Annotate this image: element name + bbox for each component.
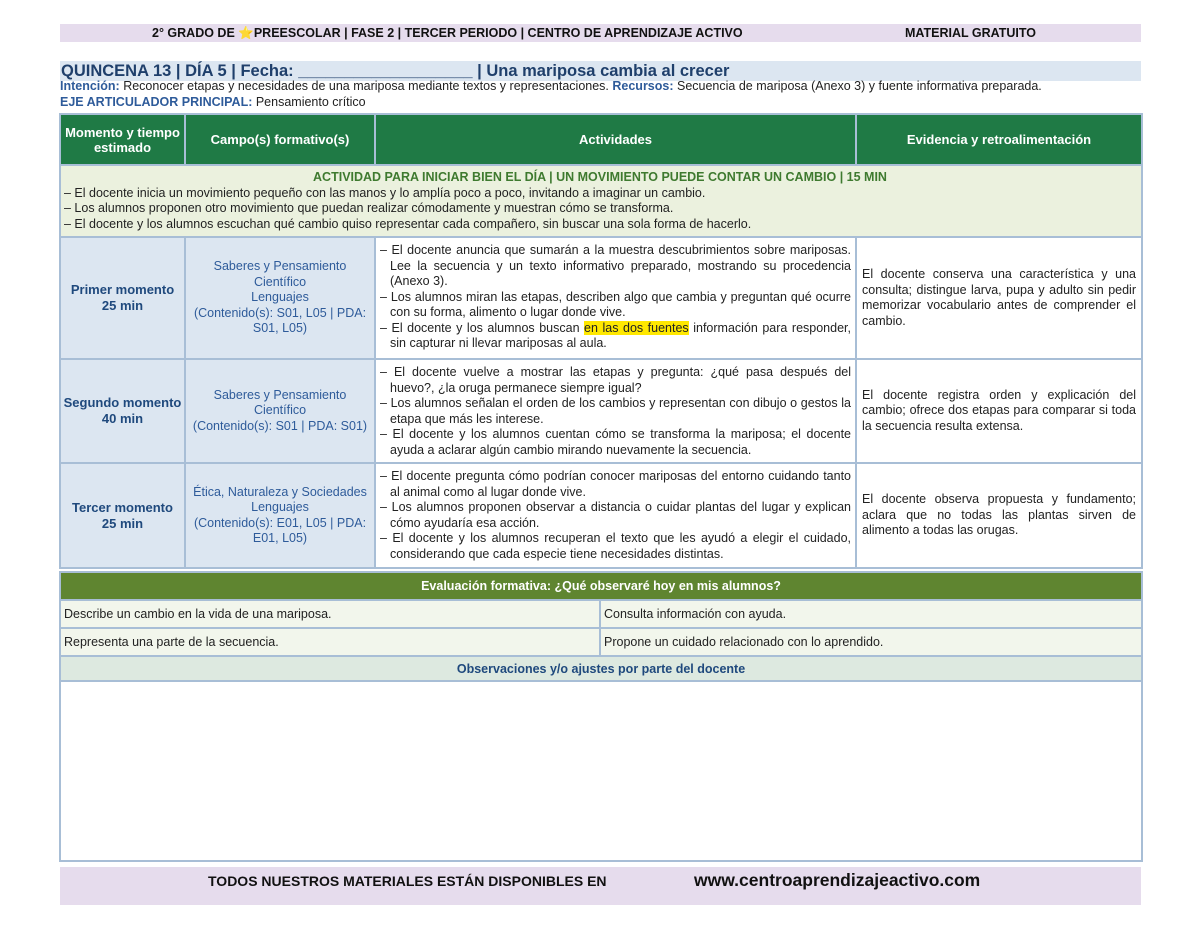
activities-cell [375,359,856,463]
intention-text: Reconocer etapas y necesidades de una mariposa mediante textos y representaciones. [119,79,613,93]
footer-banner [60,867,1141,905]
table-row-third [60,463,1142,568]
activity-item: – El docente vuelve a mostrar las etapas y pregunta: ¿qué pasa después del huevo?, ¿la oruga permanece siempre igual? [380,365,851,395]
activity-item: – Los alumnos miran las etapas, describen algo que cambia y preguntan qué ocurre con su forma, alimento o lugar donde vive. [380,289,851,319]
evaluation-title: Evaluación formativa: ¿Qué observaré hoy en mis alumnos? [60,572,1142,600]
observations-title: Observaciones y/o ajustes por parte del docente [60,656,1142,681]
start-day-item: – Los alumnos proponen otro movimiento que puedan realizar cómodamente y muestran cómo se transforma. [64,201,674,215]
campo-line: Ética, Naturaleza y Sociedades [193,484,367,499]
campo-cell [185,463,375,568]
intention-line [60,79,1141,94]
moment-time: 40 min [101,411,144,426]
evaluation-table [59,571,1143,862]
resources-label: Recursos: [612,79,674,93]
activity-item: – El docente y los alumnos recuperan el texto que les ayudó a elegir el cuidado, considerando que cada especie tiene necesidades distintas. [380,531,851,561]
observations-area[interactable] [60,681,1142,861]
moment-name: Segundo momento [63,395,182,410]
moment-name: Tercer momento [72,499,173,515]
banner-grade-info: 2° GRADO DE ⭐PREESCOLAR | FASE 2 | TERCER PERIODO | CENTRO DE APRENDIZAJE ACTIVO [152,25,743,40]
axis-label: EJE ARTICULADOR PRINCIPAL: [60,95,253,109]
table-header-row [60,114,1142,165]
activity-item [380,321,851,352]
intention-label: Intención: [60,79,120,93]
header-moment: Momento y tiempo estimado [60,114,185,165]
table-row-first [60,237,1142,359]
table-row-second [60,359,1142,463]
start-day-activity [60,165,1142,237]
activity-text: – El docente y los alumnos buscan [380,320,585,335]
evaluation-cell: Propone un cuidado relacionado con lo aprendido. [600,628,1142,656]
campo-line: Lenguajes [251,290,309,305]
start-day-title: ACTIVIDAD PARA INICIAR BIEN EL DÍA | UN MOVIMIENTO PUEDE CONTAR UN CAMBIO | 15 MIN [313,170,887,184]
campo-line: Lenguajes [251,500,309,514]
moment-cell [60,463,185,568]
campo-line: (Contenido(s): S01, L05 | PDA: S01, L05) [193,305,367,336]
campo-line: Saberes y Pensamiento Científico [213,387,347,418]
moment-cell [60,237,185,359]
campo-line: (Contenido(s): E01, L05 | PDA: E01, L05) [193,515,367,545]
page-title: QUINCENA 13 | DÍA 5 | Fecha: ___________________ | Una mariposa cambia al crecer [60,61,1141,81]
evaluation-cell: Consulta información con ayuda. [600,600,1142,628]
moment-cell [60,359,185,463]
header-activities: Actividades [375,114,856,165]
moment-time: 25 min [101,298,144,313]
activity-item: – Los alumnos señalan el orden de los cambios y representan con dibujo o gestos la etapa que más les interese. [380,396,851,426]
activity-item: – El docente y los alumnos cuentan cómo se transforma la mariposa; el docente ayuda a aclarar algún cambio mirando nuevamente la secuencia. [380,427,851,457]
axis-line [60,95,366,110]
start-day-item: – El docente inicia un movimiento pequeño con las manos y lo amplía poco a poco, invitando a imaginar un cambio. [64,185,706,200]
highlighted-text: en las dos fuentes [584,320,689,335]
campo-cell [185,359,375,463]
resources-text: Secuencia de mariposa (Anexo 3) y fuente informativa preparada. [673,79,1042,93]
activities-cell [375,463,856,568]
evaluation-cell: Representa una parte de la secuencia. [60,628,600,656]
campo-line: Saberes y Pensamiento Científico [213,259,347,289]
activity-item: – Los alumnos proponen observar a distancia o cuidar plantas del lugar y explican cómo ayudaría esa acción. [380,500,851,530]
evidence-cell: El docente observa propuesta y fundamento; aclara que no todas las plantas sirven de alimento a todas las orugas. [856,463,1142,568]
top-banner [60,24,1141,42]
evidence-cell: El docente registra orden y explicación del cambio; ofrece dos etapas para comparar si toda la secuencia resulta extensa. [856,359,1142,463]
activity-text: información para responder, sin capturar ni llevar mariposas al aula. [390,320,851,350]
activity-item: – El docente pregunta cómo podrían conocer mariposas del entorno cuidando tanto al animal como al lugar donde vive. [380,469,851,499]
activities-cell [375,237,856,359]
campo-line: (Contenido(s): S01 | PDA: S01) [192,418,368,433]
banner-free-material: MATERIAL GRATUITO [905,26,1037,40]
evaluation-cell: Describe un cambio en la vida de una mariposa. [60,600,600,628]
header-evidence: Evidencia y retroalimentación [856,114,1142,165]
header-campo: Campo(s) formativo(s) [185,114,375,165]
footer-url-link[interactable]: www.centroaprendizajeactivo.com [694,870,981,890]
footer-text: TODOS NUESTROS MATERIALES ESTÁN DISPONIBLES EN [208,873,607,889]
activity-item: – El docente anuncia que sumarán a la muestra descubrimientos sobre mariposas. Lee la secuencia y un texto informativo preparado, mostrando su procedencia (Anexo 3). [380,243,851,288]
axis-text: Pensamiento crítico [252,95,366,109]
plan-table [59,113,1143,569]
start-day-item: – El docente y los alumnos escuchan qué cambio quiso representar cada compañero, sin buscar una sola forma de hacerlo. [64,216,752,231]
moment-name: Primer momento [70,282,175,297]
start-day-row [60,165,1142,237]
moment-time: 25 min [101,515,144,531]
evidence-cell: El docente conserva una característica y una consulta; distingue larva, pupa y adulto sin pedir memorizar vocabulario antes de comprender el cambio. [856,237,1142,359]
campo-cell [185,237,375,359]
